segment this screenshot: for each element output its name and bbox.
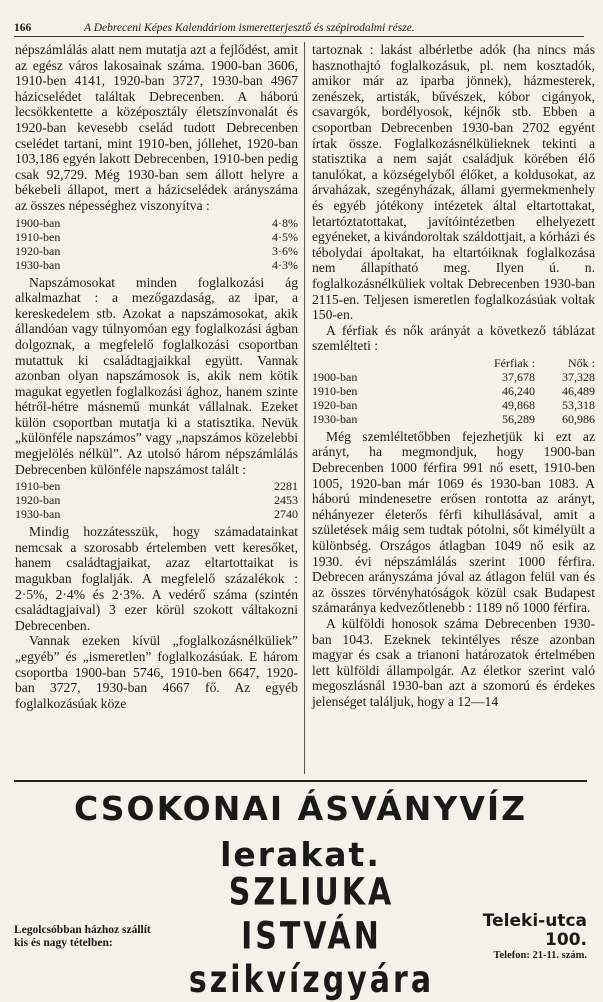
cell-men: 46,240 [502,383,535,398]
row-year: 1900-ban [312,369,358,384]
list-item [15,507,298,521]
cell-men: 37,678 [502,369,535,384]
paragraph: A külföldi honosok száma Debrecenben 1930-ban 1043. Ezeknek tekintélyes része azonban magyar és csak a trianoni határozatok értelmében lett külföldi állampolgár. Az életkor szerint való megoszlásnál 1930-ban azt a szomorú és érdekes jelenséget találjuk, hogy a 12—14 [312,616,595,709]
list-value: 2453 [274,493,298,508]
cell-women: 53,318 [562,397,595,412]
list-year: 1920-ban [15,243,61,258]
ad-brand-name: SZLIUKA ISTVÁN szikvízgyára [188,870,435,1002]
advertisement [14,780,587,1002]
table-row [312,412,595,426]
table-row [312,384,595,398]
column-header-women: Nők : [568,355,595,370]
row-year: 1930-ban [312,411,358,426]
column-header-men: Férfiak : [494,355,535,370]
list-value: 2740 [274,507,298,522]
paragraph: Még szemléltetőbben fejezhetjük ki ezt az arányt, ha megmondjuk, hogy 1900-ban Debrecenben 1000 férfira 991 nő esett, 1910-ben 1005, 1920-ban már 1069 és 1930-ban 1083. A háború mindenesetre erősen rontotta az arányt, néhányezer életerős férfi kihullásával, amit a születések máig sem tudtak pótolni, sőt kimélyült a különbség. Országos átlagban 1049 nő esik az 1930. évi népszámlálás szerint 1000 férfira. Debrecen arányszáma jóval az átlagon felül van és az összes törvényhatóságok közül csak Budapest számaránya kedvezőtlenebb : 1189 nő 1000 férfira. [312,428,595,616]
cell-women: 60,986 [562,411,595,426]
running-title: A Debreceni Képes Kalendáriom ismeretterjesztő és szépirodalmi része. [84,22,415,34]
list-year: 1910-ben [15,479,61,494]
list-year: 1930-ban [15,507,61,522]
ad-phone: Telefon: 21-11. szám. [493,950,587,961]
list-item [15,244,298,258]
ad-title: CSOKONAI ÁSVÁNYVÍZ lerakat. [73,789,528,874]
paragraph: Napszámosokat minden foglalkozási ág alkalmazhat : a mezőgazdaság, az ipar, a kereskedelem stb. Azokat a napszámosokat, akik állandóan vagy túlnyomóan egy foglalkozási ágban dolgoznak, a megfelelő foglalkozási csoportban mutattuk ki családtagjaikkal együtt. Vannak azonban olyan napszámosok is, akik nem kötik magukat egyetlen foglalkozási ághoz, hanem szinte hétről-hétre másnemű munkát vállalnak. Ezeket külön csoportban mutatja ki a statisztika. Nevük „különféle napszámos” vagy „napszámos közelebbi megjelölés nélkül”. Az utolsó három népszámlálás Debrecenben különféle napszámost talált : [15,274,298,477]
paragraph: A férfiak és nők arányát a következő táblázat szemlélteti : [312,322,595,354]
list-value: 3·6% [272,243,298,258]
ad-street-address: Teleki-utca 100. [482,911,587,950]
cell-women: 46,489 [562,383,595,398]
paragraph: Mindig hozzátesszük, hogy számadatainkat nemcsak a szorosabb értelemben vett keresőket, hanem családtagjaikat, azaz eltartottaikat is magukban foglalják. A megfelelő százalékok : 2·5%, 2·4% és 2·3%. A vedérő száma (szintén családtagjaival) 3 ezer körül szokott váltakozni Debrecenben. [15,524,298,633]
list-item [15,493,298,507]
list-year: 1920-ban [15,493,61,508]
cell-women: 37,328 [562,369,595,384]
list-year: 1930-ban [15,257,61,272]
cell-men: 49,868 [502,397,535,412]
gender-ratio-table [312,356,595,426]
list-year: 1910-ben [15,229,61,244]
right-column [312,42,595,710]
servant-ratio-list [15,216,298,272]
list-value: 4·3% [272,257,298,272]
column-divider [304,42,305,774]
row-year: 1910-ben [312,383,358,398]
list-value: 2281 [274,479,298,494]
ad-delivery-note: Legolcsóbban házhoz szállít kis és nagy tételben: [14,923,151,949]
row-year: 1920-ban [312,397,358,412]
ad-contact [469,912,587,961]
cell-men: 56,289 [502,411,535,426]
list-item [15,479,298,493]
day-laborer-list [15,479,298,521]
table-row [312,398,595,412]
paragraph: Vannak ezeken kívül „foglalkozásnélküliek” „egyéb” és „ismeretlen” foglalkozásúak. E három csoportba 1900-ban 5746, 1910-ben 6647, 1920-ban 3727, 1930-ban 4667 fő. Az egyéb foglalkozásúak köze [15,633,298,711]
table-row [312,370,595,384]
list-value: 4·8% [272,215,298,230]
table-header-row [312,356,595,370]
page-number: 166 [14,22,32,34]
running-header [14,22,584,37]
list-item [15,258,298,272]
list-year: 1900-ban [15,215,61,230]
paragraph: népszámlálás alatt nem mutatja azt a fejlődést, amit az egész város lakosainak száma. 1900-ban 3606, 1910-ben 4141, 1920-ban 3727, 1930-ban 4967 házicselédet találtak Debrecenben. A háború lecsökkentette a középosztály életszínvonalát és 1920-ban kevesebb cselád tudott Debrecenben cselédet tartani, mint 1910-ben, jóllehet, 1920-ban 103,186 egyén lakott Debrecenben, 1910-ben pedig csak 92,729. Még 1930-ban sem állott helyre a békebeli állapot, mert a házicselédek arányszáma az összes népességhez viszonyítva : [15,42,298,213]
paragraph: tartoznak : lakást albérletbe adók (ha nincs más hasznothajtó foglalkozásuk, pl. nem kosztadók, amikor már az iparba jönnek), házmesterek, zenészek, artisták, bűvészek, kóbor cigányok, csavargók, bordélyosok, kéjnők stb. Ebben a csoportban Debrecenben 1930-ban 2702 egyént írtak össze. Foglalkozásnélkülieknek tekinti a statisztika a nem saját családjuk körében élő tanulókat, a községelyből élőket, a koldusokat, az árvaházak, szegényházak, állami gyermekmenhely és egyéb jótékony intézetek által eltartottakat, letartóztatottakat, javítóintézetben elhelyezett egyéneket, a kivándoroltak száldottjait, a kórházi és tébolydai ápoltakat, ha eltartóiknak foglalkozása nem állapítható meg. Ilyen ú. n. foglalkozásnélküliek voltak Debrecenben 1930-ban 2115-en. Teljesen ismeretlen foglalkozásúak voltak 150-en. [312,42,595,323]
left-column [15,42,298,711]
list-item [15,230,298,244]
list-item [15,216,298,230]
list-value: 4·5% [272,229,298,244]
